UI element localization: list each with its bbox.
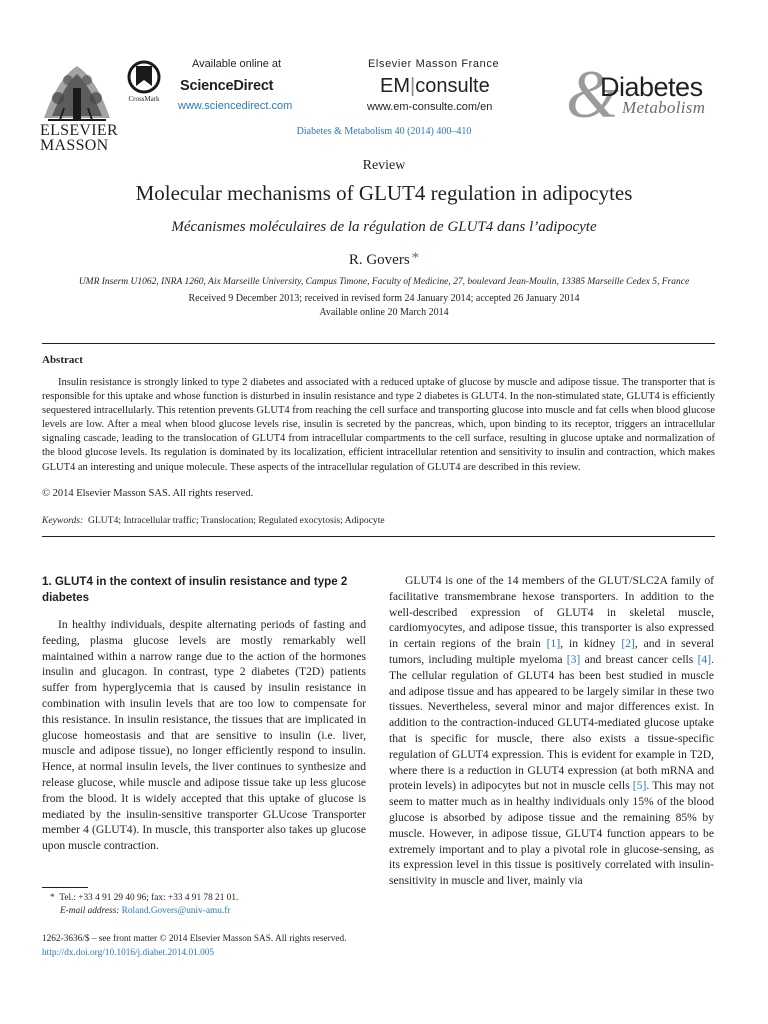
col2-text-6: . This may not seem to matter much as in healthy individuals only 15% of the blood glucose is absorbed by adipose tissue and the remaining 85% by muscle. However, in adipose tissue, GLUT4 function appears to be extremely important and to play a pivotal role in glucose-sensing, as its expression level in this tissue is positively correlated with insulin-sensitivity in muscle and liver, mainly via [389,779,714,888]
publisher-line1: ELSEVIER [40,122,118,139]
section-1-col2-text [389,573,714,889]
online-date: Available online 20 March 2014 [319,307,449,318]
ref-2-link[interactable]: [2] [621,637,635,651]
article-type: Review [362,158,406,173]
keywords-line [42,515,385,526]
front-matter-line: 1262-3636/$ – see front matter © 2014 Elsevier Masson SAS. All rights reserved. [42,934,347,944]
footnote-email [60,906,230,916]
sciencedirect-logo: ScienceDirect [180,78,274,94]
footnote-rule [42,887,88,888]
journal-reference[interactable]: Diabetes & Metabolism 40 (2014) 400–410 [296,126,472,137]
em-consulte-logo: EM|consulte [380,75,490,97]
col2-text-4: and breast cancer cells [580,652,698,666]
journal-logo-subtitle: Metabolism [622,98,706,117]
col2-text-3: , and in several tumors, including multiple myeloma [389,637,714,666]
col2-text-1: GLUT4 is one of the 14 members of the GLUT/SLC2A family of facilitative transmembrane hexose transporters. In addition to the well-described expression of GLUT4 in skeletal muscle, cardiomyocytes, and adipose tissue, this transporter is also expressed in certain regions of the brain [389,574,714,651]
received-dates: Received 9 December 2013; received in revised form 24 January 2014; accepted 26 January 2014 [188,293,580,304]
author-line [0,250,768,269]
doi-link[interactable]: http://dx.doi.org/10.1016/j.diabet.2014.01.005 [42,948,215,958]
email-label: E-mail address: [60,906,120,916]
abstract-text: Insulin resistance is strongly linked to type 2 diabetes and associated with a reduced uptake of glucose by muscle and adipose tissue. The transporter that is responsible for this uptake and whose function is disturbed in insulin resistance and type 2 diabetes is GLUT4. In the non-stimulated state, GLUT4 is efficiently sequestered intracellularly. This retention prevents GLUT4 from reaching the cell surface and transporting glucose into muscle and fat cells when blood glucose levels are low. After a meal when blood glucose levels rise, insulin is secreted by the pancreas, which, upon binding to its receptor, triggers an intracellular signaling cascade, leading to the translocation of GLUT4 from intracellular compartments to the cell surface, resulting in glucose uptake and normalization of the blood glucose levels. Its regulation is dominated by its localization, efficient intracellular retention and sensitivity to insulin and contraction, which makes GLUT4 an interesting and unique molecule. These aspects of the intracellular regulation of GLUT4 are described in this review. [42,377,715,473]
abstract-heading: Abstract [42,354,83,366]
article-title: Molecular mechanisms of GLUT4 regulation in adipocytes [135,181,633,205]
divider-bottom [42,536,715,537]
em-logo-left: EM [380,75,410,97]
abstract-copyright: © 2014 Elsevier Masson SAS. All rights reserved. [42,488,254,499]
sd-available-text: Available online at [192,58,282,70]
journal-logo-ampersand: & [566,56,619,132]
keywords-list: GLUT4; Intracellular traffic; Translocation; Regulated exocytosis; Adipocyte [88,515,385,526]
footnote-mark: * [50,893,55,903]
author-name: R. Govers [348,252,410,268]
ref-4-link[interactable]: [4] [697,652,712,666]
footnote-tel-text: Tel.: +33 4 91 29 40 96; fax: +33 4 91 78 21 01. [59,893,239,903]
em-france-text: Elsevier Masson France [368,58,500,70]
elsevier-tree-icon [38,58,116,124]
sciencedirect-link[interactable]: www.sciencedirect.com [178,100,293,112]
col2-text-5: . The cellular regulation of GLUT4 has been best studied in muscle and adipose tissue and has appeared to be largely similar in these two tissues. Nevertheless, several minor and major differences exist. In addition to the contraction-induced GLUT4-mediated glucose uptake that is specific for muscle, there also exists a tissue-specific regulation of GLUT4 expression. This is evident for example in T2D, where there is a reduction in GLUT4 expression (at both mRNA and protein levels) in adipocytes but not in muscle cells [389,652,714,793]
ref-1-link[interactable]: [1] [546,637,561,651]
author-footnote-mark[interactable]: * [411,250,420,266]
article-title-french: Mécanismes moléculaires de la régulation de GLUT4 dans l’adipocyte [171,219,597,235]
email-link[interactable]: Roland.Govers@univ-amu.fr [121,906,231,916]
ref-5-link[interactable]: [5] [632,779,647,793]
section-1-col1-text: In healthy individuals, despite alternating periods of fasting and feeding, plasma glucose levels are mostly remarkably well maintained within a narrow range due to the action of the hormones insulin and glucagon. In contrast, type 2 diabetes (T2D) patients suffer from hyperglycemia that is caused by insulin resistance in combination with insulin levels that are too low to compensate for this resistance. In insulin resistance, the tissues that are implicated in glucose homeostasis and that are sensitive to insulin (i.e. liver, muscle and adipose tissue), no longer efficiently respond to insulin. Hence, at normal insulin levels, the liver continues to synthesize and release glucose, while muscle and adipose tissue take up less glucose from the blood. It is widely accepted that this uptake of glucose is mediated by the insulin-sensitive transporter GLUcose Transporter member 4 (GLUT4). In muscle, this transporter also takes up glucose upon muscle contraction. [42,618,366,853]
em-consulte-link[interactable]: www.em-consulte.com/en [367,101,493,113]
keywords-label: Keywords: [42,515,84,526]
journal-logo-title: Diabetes [600,72,703,102]
affiliation: UMR Inserm U1062, INRA 1260, Aix Marseille University, Campus Timone, Faculty of Medicine, 27, boulevard Jean-Moulin, 13385 Marseille Cedex 5, France [78,277,690,287]
divider-top [42,343,715,344]
footnote-tel [50,893,238,903]
section-1-heading: 1. GLUT4 in the context of insulin resistance and type 2 diabetes [42,575,348,604]
publisher-line2: MASSON [40,137,109,154]
ref-3-link[interactable]: [3] [566,652,581,666]
em-logo-right: consulte [415,75,490,97]
crossmark-label: CrossMark [128,95,160,103]
col2-text-2: , in kidney [560,637,622,651]
abstract-body [42,376,715,475]
